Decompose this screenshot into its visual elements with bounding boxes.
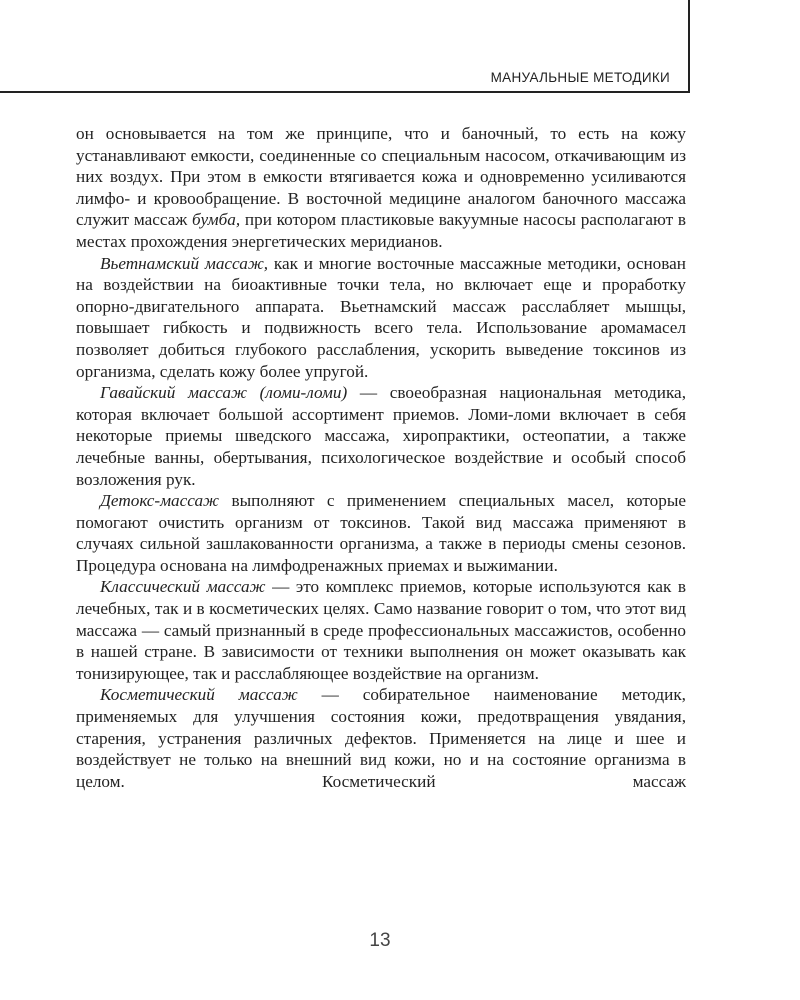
term-bumba: бумба, xyxy=(192,210,241,230)
paragraph-text: как и многие восточные массажные методики, основан на воздействии на биоактивные точки тела, но включает еще и проработку опорно-двигательного аппарата. Вьетнамский массаж расслабляет мышцы, повышает гибкость и подвижность всего тела. Использование аромамасел позволяет добиться глубокого расслабления, ускорить выведение токсинов из организма, сделать кожу более упругой. xyxy=(76,253,686,381)
term-heading: Классический массаж xyxy=(100,577,266,597)
paragraph-text: — собирательное наименование методик, применяемых для улучшения состояния кожи, предотвращения увядания, старения, устранения различных дефектов. Применяется на лице и шее и воздействует не только на внешний вид кожи, но и на состояние организма в целом. Косметический массаж xyxy=(76,685,686,791)
paragraph-vietnamese-massage xyxy=(76,253,686,383)
paragraph-text: он основывается на том же принципе, что и баночный, то есть на кожу устанавливают емкости, соединенные со специальным насосом, откачивающим из них воздух. При этом в емкости втягивается кожа и одновременно усиливаются лимфо- и кровообращение. В восточной медицине аналогом баночного массажа служит массаж xyxy=(76,124,686,230)
paragraph-detox-massage xyxy=(76,490,686,576)
header-rule xyxy=(0,91,690,93)
term-heading: Гавайский массаж (ломи-ломи) xyxy=(100,383,348,403)
paragraph-text-cont: при котором пластиковые вакуумные насосы располагают в местах прохождения энергетических меридианов. xyxy=(76,210,686,251)
paragraph-text: — своеобразная национальная методика, которая включает большой ассортимент приемов. Ломи-ломи включает в себя некоторые приемы шведского массажа, хиропрактики, остеопатии, а также лечебные ванны, обертывания, психологическое воздействие и особый способ возложения рук. xyxy=(76,383,686,489)
running-head: МАНУАЛЬНЫЕ МЕТОДИКИ xyxy=(490,70,670,85)
term-heading: Косметический массаж xyxy=(100,685,298,705)
page-number: 13 xyxy=(369,930,391,951)
paragraph-text: выполняют с применением специальных масел, которые помогают очистить организм от токсинов. Такой вид массажа применяют в случаях сильной зашлакованности организма, а также в периоды смены сезонов. Процедура основана на лимфодренажных приемах и выжимании. xyxy=(76,491,686,575)
paragraph-hawaiian-massage xyxy=(76,382,686,490)
paragraph-classic-massage xyxy=(76,576,686,684)
term-heading: Вьетнамский массаж, xyxy=(100,253,269,273)
paragraph-text: — это комплекс приемов, которые используются как в лечебных, так и в косметических целях. Само название говорит о том, что этот вид массажа — самый признанный в среде профессиональных массажистов, особенно в нашей стране. В зависимости от техники выполнения он может оказывать как тонизирующее, так и расслабляющее воздействие на организм. xyxy=(76,577,686,683)
paragraph-1 xyxy=(76,123,686,253)
body-text xyxy=(76,123,686,792)
term-heading: Детокс-массаж xyxy=(100,491,220,511)
frame-line-right xyxy=(688,0,690,92)
paragraph-cosmetic-massage xyxy=(76,684,686,792)
